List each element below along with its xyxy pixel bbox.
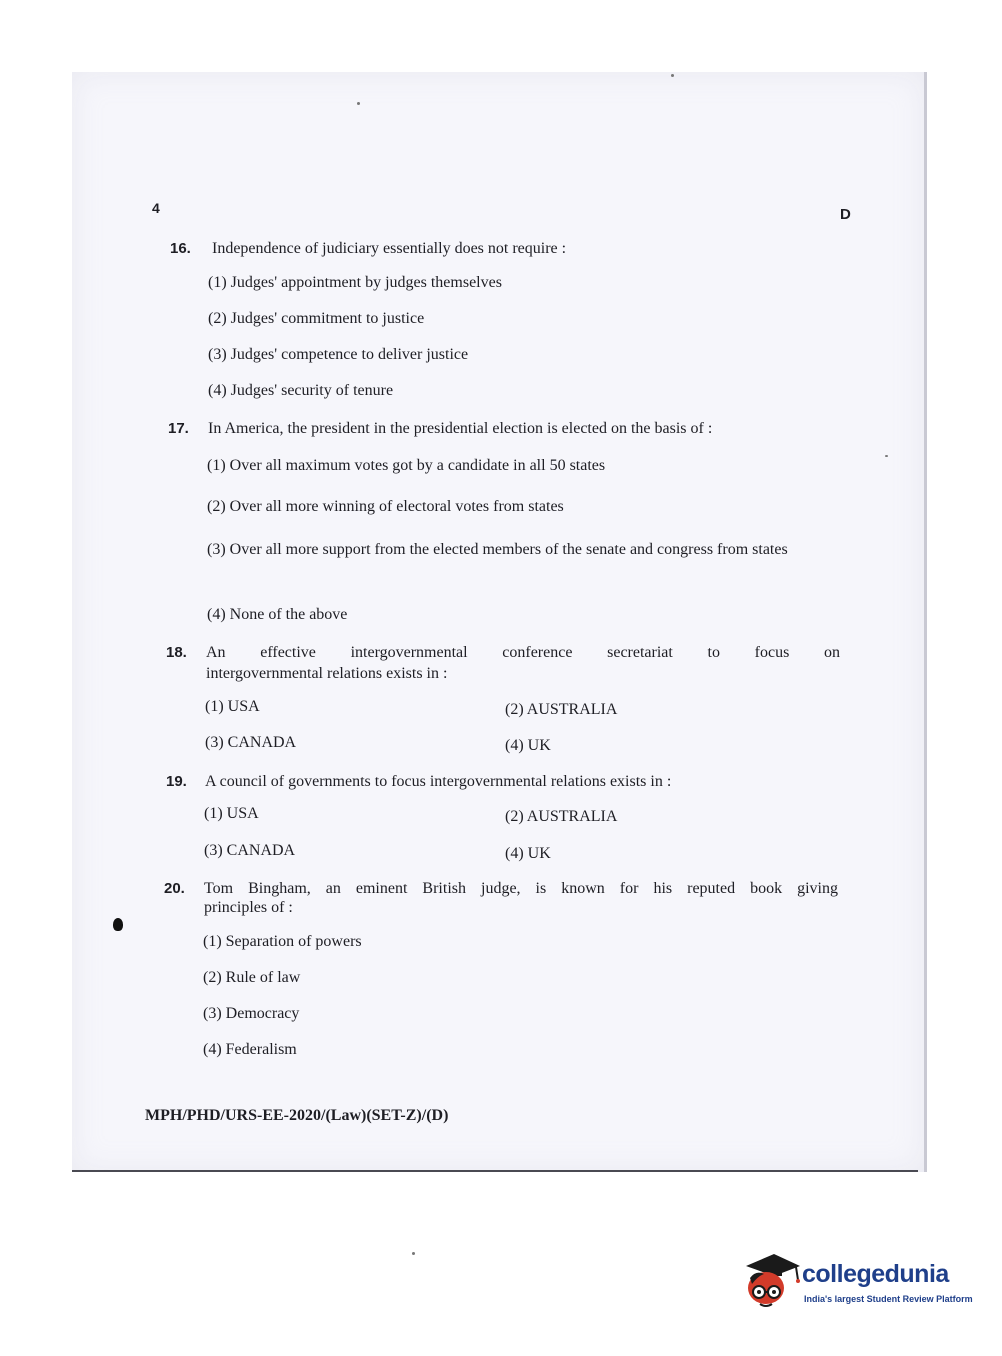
option-16-2: (2) Judges' commitment to justice [208,310,425,327]
scan-speck [412,1252,415,1255]
option-18-3: (3) CANADA [205,734,297,751]
scan-speck [885,455,888,457]
question-text: In America, the president in the presidential election is elected on the basis of : [208,420,713,437]
option-19-4: (4) UK [505,845,551,862]
question-text-line-2: principles of : [204,899,293,916]
option-20-4: (4) Federalism [203,1041,297,1058]
option-17-3: (3) Over all more support from the elected members of the senate and congress from states [207,541,788,558]
question-text-line-1: An effective intergovernmental conference secretariat to focus on [206,644,840,661]
option-16-1: (1) Judges' appointment by judges themselves [208,274,502,291]
question-number: 16. [170,240,191,257]
question-text: Independence of judiciary essentially does not require : [212,240,567,257]
option-19-1: (1) USA [204,805,259,822]
graduate-mascot-icon [742,1248,802,1312]
question-number: 18. [166,644,187,661]
paper-code-footer: MPH/PHD/URS-EE-2020/(Law)(SET-Z)/(D) [145,1107,449,1124]
page-number: 4 [152,200,160,216]
question-number: 19. [166,773,187,790]
option-17-4: (4) None of the above [207,606,348,623]
option-17-1: (1) Over all maximum votes got by a candidate in all 50 states [207,457,606,474]
exam-page-sheet [72,72,927,1172]
option-16-4: (4) Judges' security of tenure [208,382,394,399]
bullet-mark [113,918,123,931]
logo-tagline: India's largest Student Review Platform [804,1294,973,1304]
option-19-3: (3) CANADA [204,842,296,859]
question-text: A council of governments to focus intergovernmental relations exists in : [205,773,672,790]
collegedunia-logo [742,1248,972,1318]
option-20-3: (3) Democracy [203,1005,300,1022]
logo-brand-name: collegedunia [802,1260,949,1288]
option-18-2: (2) AUSTRALIA [505,701,618,718]
question-text-line-1: Tom Bingham, an eminent British judge, is known for his reputed book giving [204,880,838,897]
question-number: 17. [168,420,189,437]
option-20-1: (1) Separation of powers [203,933,362,950]
option-18-1: (1) USA [205,698,260,715]
page-bottom-edge [72,1170,918,1172]
option-20-2: (2) Rule of law [203,969,301,986]
scan-speck [671,74,674,77]
scan-speck [357,102,360,105]
option-16-3: (3) Judges' competence to deliver justice [208,346,469,363]
option-18-4: (4) UK [505,737,551,754]
question-number: 20. [164,880,185,897]
option-19-2: (2) AUSTRALIA [505,808,618,825]
option-17-2: (2) Over all more winning of electoral votes from states [207,498,564,515]
question-text-line-2: intergovernmental relations exists in : [206,665,448,682]
set-code: D [840,206,851,223]
